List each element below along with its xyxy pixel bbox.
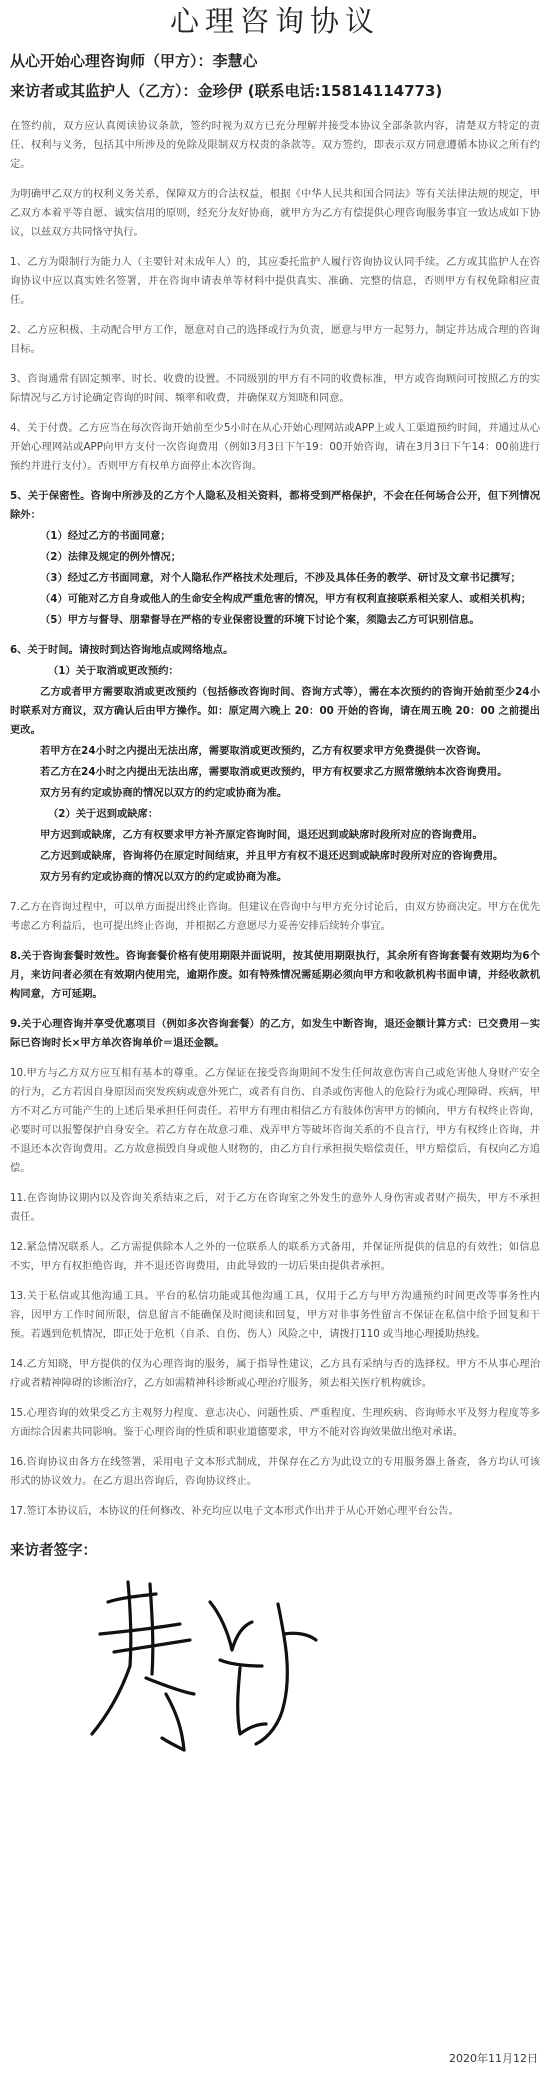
party-b: 来访者或其监护人（乙方）：金珍伊 (联系电话:15814114773): [10, 82, 443, 100]
clause-6-para-3: 若乙方在24小时之内提出无法出席，需要取消或更改预约，甲方有权要求乙方照常缴纳本次咨询费用。: [40, 766, 508, 778]
clause-6-heading: 6、关于时间。请按时到达咨询地点或网络地点。: [10, 644, 234, 656]
party-a: 从心开始心理咨询师（甲方）：李慧心: [10, 52, 258, 70]
clause-5-item-2: （2）法律及规定的例外情况；: [40, 551, 182, 563]
signing-date: 2020年11月12日: [449, 2052, 538, 2065]
clause-4: 4、关于付费。乙方应当在每次咨询开始前至少5小时在从心开始心理网站或APP上或人工渠道预约时间，并通过从心开始心理网站或APP向甲方支付一次咨询费用（例如3月3日下午19：00开始咨询，请在3月3日下午14：00前进行预约并进行支付）。否则甲方有权单方面停止本次咨询。: [10, 422, 540, 472]
clause-5-heading: 5、关于保密性。咨询中所涉及的乙方个人隐私及相关资料，都将受到严格保护，不会在任何场合公开，但下列情况除外：: [10, 490, 540, 521]
clause-6-para-4: 双方另有约定或协商的情况以双方的约定或协商为准。: [40, 787, 288, 799]
page-title: 心理咨询协议: [169, 4, 380, 38]
clause-5-item-1: （1）经过乙方的书面同意；: [40, 530, 171, 542]
clause-6-para-5: 甲方迟到或缺席，乙方有权要求甲方补齐原定咨询时间，退还迟到或缺席时段所对应的咨询费用。: [40, 829, 483, 841]
clause-6-para-7: 双方另有约定或协商的情况以双方的约定或协商为准。: [40, 871, 288, 883]
handwritten-signature: [10, 1574, 540, 1774]
clause-9: 9.关于心理咨询并享受优惠项目（例如多次咨询套餐）的乙方，如发生中断咨询，退还金额计算方式：已交费用－实际已咨询时长×甲方单次咨询单价＝退还金额。: [10, 1018, 540, 1049]
signature-drawing: [70, 1574, 330, 1764]
clause-5-item-3: （3）经过乙方书面同意，对个人隐私作严格技术处理后，不涉及具体任务的教学、研讨及文章书记撰写；: [40, 572, 521, 584]
clause-17: 17.签订本协议后，本协议的任何修改、补充均应以电子文本形式作出并于从心开始心理平台公告。: [10, 1505, 459, 1517]
clause-16: 16.咨询协议由各方在线签署，采用电子文本形式制成，并保存在乙方为此设立的专用服务器上备查，各方均认可该形式的协议效力。在乙方退出咨询后，咨询协议终止。: [10, 1456, 540, 1487]
clause-3: 3、咨询通常有固定频率、时长、收费的设置。不同级别的甲方有不同的收费标准，甲方或咨询顾问可按照乙方的实际情况与乙方讨论确定咨询的时间、频率和收费，并确保双方知晓和同意。: [10, 373, 540, 404]
clause-6-para-6: 乙方迟到或缺席，咨询将仍在原定时间结束，并且甲方有权不退还迟到或缺席时段所对应的咨询费用。: [40, 850, 504, 862]
clause-5-item-4: （4）可能对乙方自身或他人的生命安全构成严重危害的情况，甲方有权利直接联系相关家人、或相关机构；: [40, 593, 532, 605]
clause-1: 1、乙方为限制行为能力人（主要针对未成年人）的，其应委托监护人履行咨询协议认同手续。乙方或其监护人在咨询协议中应以真实姓名签署，并在咨询申请表单等材料中提供真实、准确、完整的信息，否则甲方有权免除相应责任。: [10, 256, 540, 306]
clause-13: 13.关于私信或其他沟通工具。平台的私信功能或其他沟通工具，仅用于乙方与甲方沟通预约时间更改等事务性内容，因甲方工作时间所限，信息留言不能确保及时阅读和回复，甲方对非事务性留言不保证在私信中给予回复和干预。若遇到危机情况，即正处于危机（自杀、自伤、伤人）风险之中，请拨打110 或当地心理援助热线。: [10, 1290, 540, 1340]
clause-6-sub-1: （1）关于取消或更改预约：: [48, 665, 179, 677]
clause-12: 12.紧急情况联系人。乙方需提供除本人之外的一位联系人的联系方式备用，并保证所提供的信息的有效性；如信息不实，甲方有权拒绝咨询，并不退还咨询费用，由此导致的一切后果由提供者承担。: [10, 1241, 540, 1272]
clause-7: 7.乙方在咨询过程中，可以单方面提出终止咨询。但建议在咨询中与甲方充分讨论后，由双方协商决定。甲方在优先考虑乙方利益后，也可提出终止咨询，并根据乙方意愿尽力妥善安排后续转介事宜。: [10, 901, 540, 932]
clause-6-para-2: 若甲方在24小时之内提出无法出席，需要取消或更改预约，乙方有权要求甲方免费提供一次咨询。: [40, 745, 487, 757]
clause-2: 2、乙方应积极、主动配合甲方工作，愿意对自己的选择或行为负责，愿意与甲方一起努力，制定并达成合理的咨询目标。: [10, 324, 540, 355]
clause-6-sub-2: （2）关于迟到或缺席：: [48, 808, 159, 820]
paragraph-preamble: 在签约前，双方应认真阅读协议条款，签约时视为双方已充分理解并接受本协议全部条款内容，清楚双方特定的责任、权利与义务，包括其中所涉及的免除及限制双方权责的条款等。双方签约，即表示双方同意遵循本协议之所有约定。: [10, 120, 540, 170]
clause-8: 8.关于咨询套餐时效性。咨询套餐价格有使用期限并面说明，按其使用期限执行，其余所有咨询套餐有效期均为6个月，来访问者必须在有效期内使用完，逾期作废。如有特殊情况需延期必须向甲方和收款机构书面申请，并经收款机构同意，方可延期。: [10, 950, 540, 1000]
signature-label: 来访者签字：: [10, 1543, 97, 1559]
clause-5-item-5: （5）甲方与督导、朋辈督导在严格的专业保密设置的环境下讨论个案，须隐去乙方可识别信息。: [40, 614, 480, 626]
clause-14: 14.乙方知晓，甲方提供的仅为心理咨询的服务，属于指导性建议，乙方具有采纳与否的选择权。甲方不从事心理治疗或者精神障碍的诊断治疗，乙方如需精神科诊断或心理治疗服务，须去相关医疗机构就诊。: [10, 1358, 540, 1389]
clause-10: 10.甲方与乙方双方应互相有基本的尊重。乙方保证在接受咨询期间不发生任何故意伤害自己或危害他人身财产安全的行为，乙方若因自身原因而突发疾病或意外死亡，或者有自伤、自杀或伤害他人的危险行为或心理障碍、疾病，甲方不对乙方可能产生的上述后果承担任何责任。若甲方有理由相信乙方有肢体伤害甲方的倾向，甲方有权终止咨询，必要时可以报警保护自身安全。若乙方存在故意刁难、戏弄甲方等破坏咨询关系的不良言行，甲方有权终止咨询，并不退还本次咨询费用。乙方故意损毁自身或他人财物的，由乙方自行承担损失赔偿责任，甲方赔偿后，有权向乙方追偿。: [10, 1067, 540, 1174]
paragraph-basis: 为明确甲乙双方的权利义务关系，保障双方的合法权益，根据《中华人民共和国合同法》等有关法律法规的规定，甲乙双方本着平等自愿、诚实信用的原则，经充分友好协商，就甲方为乙方有偿提供心理咨询服务事宜一致达成如下协议，以兹双方共同恪守执行。: [10, 188, 540, 238]
clause-15: 15.心理咨询的效果受乙方主观努力程度、意志决心、问题性质、严重程度、生理疾病、咨询师水平及努力程度等多方面综合因素共同影响。鉴于心理咨询的性质和职业道德要求，甲方不能对咨询效果做出绝对承诺。: [10, 1407, 540, 1438]
clause-6-para-1: 乙方或者甲方需要取消或更改预约（包括修改咨询时间、咨询方式等），需在本次预约的咨询开始前至少24小时联系对方商议，双方确认后由甲方操作。如：原定周六晚上 20：00 开始的咨询，请在周五晚 20：00 之前提出更改。: [10, 686, 540, 736]
clause-11: 11.在咨询协议期内以及咨询关系结束之后，对于乙方在咨询室之外发生的意外人身伤害或者财产损失，甲方不承担责任。: [10, 1192, 540, 1223]
